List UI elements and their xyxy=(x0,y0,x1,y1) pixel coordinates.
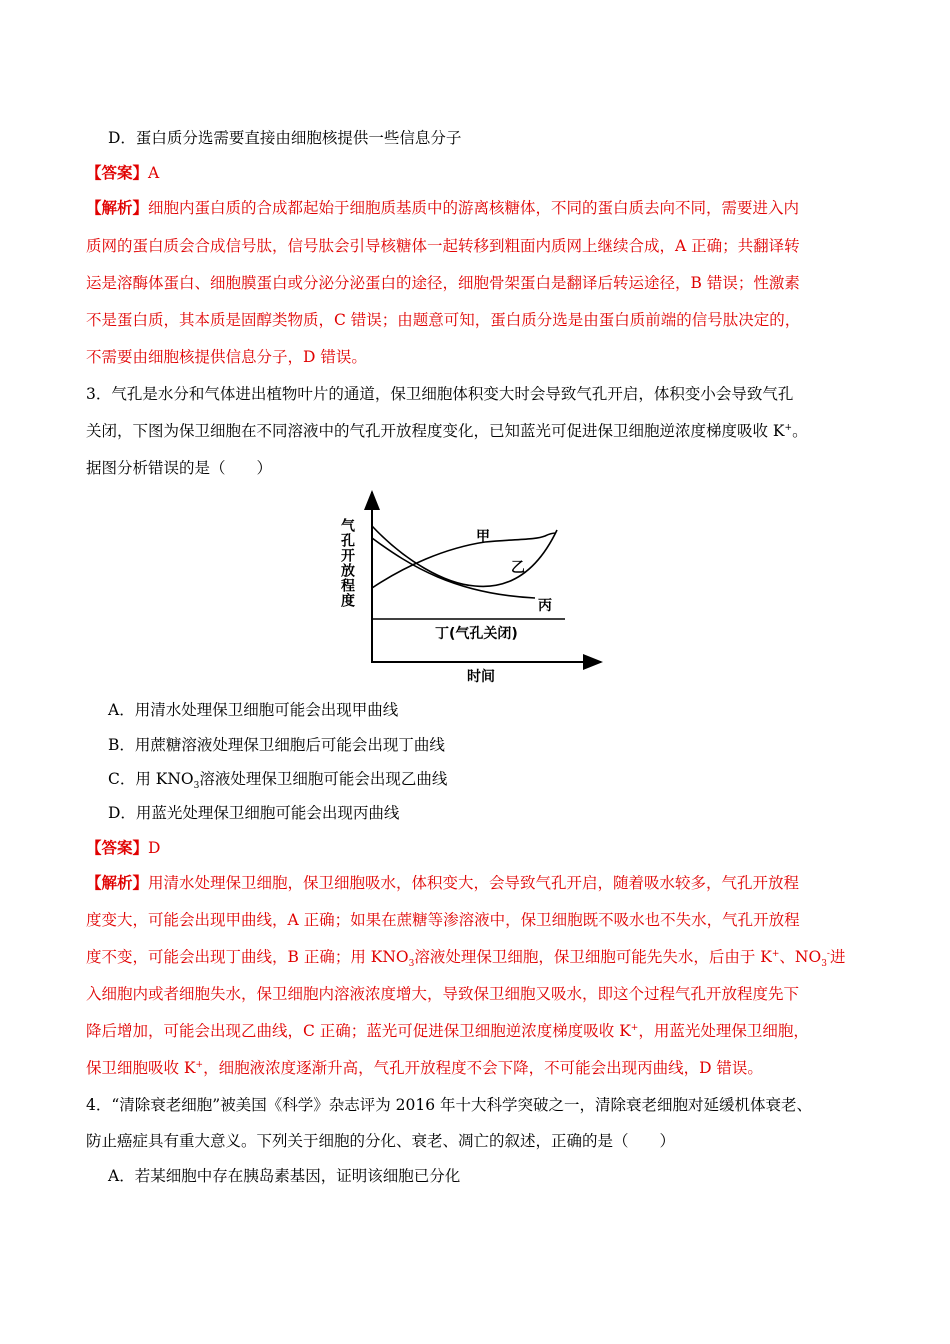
q3-analysis-line: 入细胞内或者细胞失水，保卫细胞内溶液浓度增大，导致保卫细胞又吸水，即这个过程气孔开放程度先下 xyxy=(86,985,800,1003)
q3-option-a: A．用清水处理保卫细胞可能会出现甲曲线 xyxy=(108,701,399,719)
answer-value: A xyxy=(148,164,160,182)
q2-analysis-line: 运是溶酶体蛋白、细胞膜蛋白或分泌分泌蛋白的途径，细胞骨架蛋白是翻译后转运途径，B 错误；性激素 xyxy=(86,274,800,292)
analysis-tag: 【解析】 xyxy=(86,873,149,892)
q3-answer xyxy=(86,838,866,858)
answer-tag: 【答案】 xyxy=(86,838,149,857)
q2-option-d: D．蛋白质分选需要直接由细胞核提供一些信息分子 xyxy=(108,129,462,147)
q3-analysis-line: 【解析】用清水处理保卫细胞，保卫细胞吸水，体积变大，会导致气孔开启，随着吸水较多，气孔开放程 xyxy=(86,873,800,892)
q2-analysis-line: 不是蛋白质，其本质是固醇类物质，C 错误；由题意可知，蛋白质分选是由蛋白质前端的信号肽决定的， xyxy=(86,311,801,329)
q3-analysis-line: 度变大，可能会出现甲曲线，A 正确；如果在蔗糖等渗溶液中，保卫细胞既不吸水也不失水，气孔开放程 xyxy=(86,911,800,929)
q3-stem-line: 关闭，下图为保卫细胞在不同溶液中的气孔开放程度变化，已知蓝光可促进保卫细胞逆浓度梯度吸收 K+。 xyxy=(86,422,808,440)
q3-option-c: C．用 $KNO_3$溶液处理保卫细胞可能会出现乙曲线 xyxy=(108,770,448,792)
label-yi: 乙 xyxy=(511,560,525,576)
q2-analysis-line xyxy=(86,198,866,218)
x-axis-label: 时间 xyxy=(467,669,495,685)
q3-stem-line: 据图分析错误的是（ ） xyxy=(86,459,273,477)
q4-stem-line: 4．“清除衰老细胞”被美国《科学》杂志评为 2016 年十大科学突破之一，清除衰老细胞对延缓机体衰老、 xyxy=(86,1096,813,1114)
analysis-text: 细胞内蛋白质的合成都起始于细胞质基质中的游离核糖体，不同的蛋白质去向不同，需要进入内 xyxy=(148,199,800,217)
stomata-opening-figure xyxy=(335,486,610,686)
answer-value: D xyxy=(148,839,161,857)
q2-analysis-line: 不需要由细胞核提供信息分子，D 错误。 xyxy=(86,348,367,366)
curve-jia xyxy=(372,533,556,588)
q3-analysis-line: 度不变，可能会出现丁曲线，B 正确；用 $KNO_3$溶液处理保卫细胞，保卫细胞可能先失水，后由于 K+、$NO_3^-$进 xyxy=(86,948,846,970)
q3-stem-line: 3．气孔是水分和气体进出植物叶片的通道，保卫细胞体积变大时会导致气孔开启，体积变小会导致气孔 xyxy=(86,385,794,403)
label-ding: 丁(气孔关闭) xyxy=(435,626,518,642)
y-axis-label: 气孔开放程度 xyxy=(339,518,355,608)
q3-analysis-line: 保卫细胞吸收 K+，细胞液浓度逐渐升高，气孔开放程度不会下降，不可能会出现丙曲线，D 错误。 xyxy=(86,1059,763,1077)
q3-analysis-line: 降后增加，可能会出现乙曲线，C 正确；蓝光可促进保卫细胞逆浓度梯度吸收 K+，用蓝光处理保卫细胞， xyxy=(86,1022,809,1040)
q3-option-b: B．用蔗糖溶液处理保卫细胞后可能会出现丁曲线 xyxy=(108,736,445,754)
q4-option-a: A．若某细胞中存在胰岛素基因，证明该细胞已分化 xyxy=(108,1167,461,1185)
q2-analysis-line: 质网的蛋白质会合成信号肽，信号肽会引导核糖体一起转移到粗面内质网上继续合成，A 正确；共翻译转 xyxy=(86,237,800,255)
analysis-tag: 【解析】 xyxy=(86,198,149,217)
q2-answer xyxy=(86,163,866,183)
q3-option-d: D．用蓝光处理保卫细胞可能会出现丙曲线 xyxy=(108,804,400,822)
label-jia: 甲 xyxy=(476,529,490,545)
q4-stem-line: 防止癌症具有重大意义。下列关于细胞的分化、衰老、凋亡的叙述，正确的是（ ） xyxy=(86,1132,676,1150)
answer-tag: 【答案】 xyxy=(86,163,149,182)
label-bing: 丙 xyxy=(538,598,552,614)
